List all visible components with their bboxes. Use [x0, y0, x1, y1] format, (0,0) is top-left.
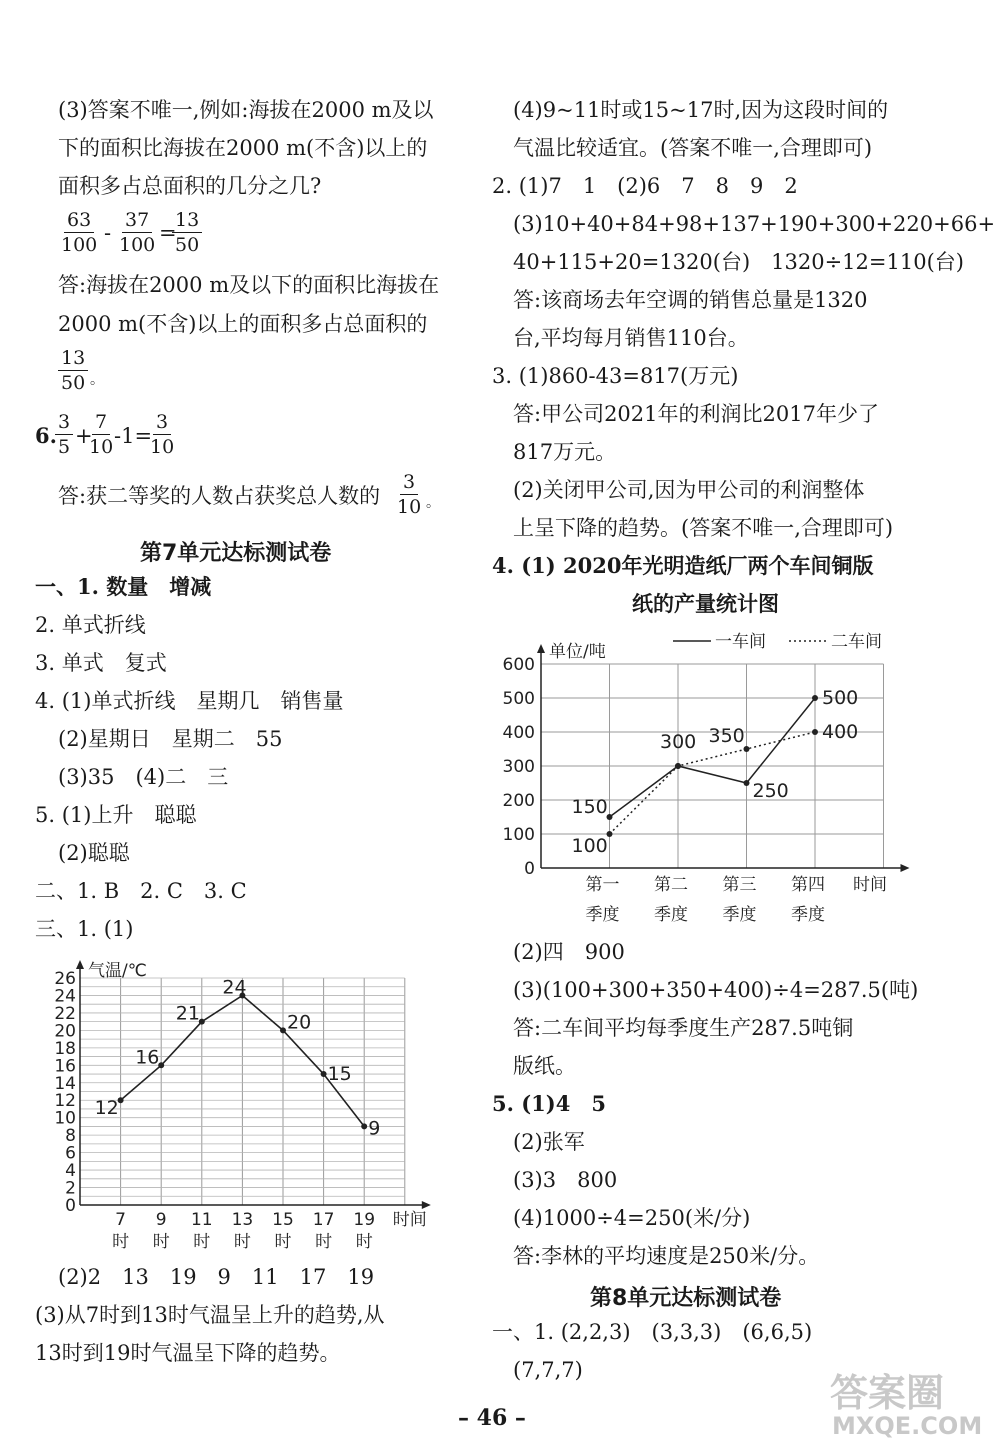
text-line: 4. (1)单式折线 星期几 销售量: [35, 689, 344, 713]
x-tick-unit: 时: [274, 1232, 292, 1252]
x-tick-label: 第二: [654, 875, 688, 895]
y-tick-label: 4: [65, 1161, 76, 1182]
data-label: 9: [368, 1117, 381, 1140]
x-tick-label: 11: [190, 1210, 213, 1230]
text-line: 5. (1)上升 聪聪: [35, 803, 197, 827]
text-line: (7,7,7): [513, 1358, 583, 1382]
y-tick-label: 500: [502, 689, 535, 709]
watermark-url: MXQE.COM: [832, 1412, 983, 1440]
y-tick-label: 0: [524, 859, 535, 879]
x-tick-unit: 时: [193, 1232, 211, 1252]
y-tick-label: 22: [54, 1003, 76, 1024]
text-line: (2)张军: [513, 1130, 585, 1154]
x-tick-label: 15: [272, 1210, 294, 1230]
x-tick-label: 13: [231, 1210, 254, 1230]
y-axis-label: 单位/吨: [549, 642, 606, 662]
x-tick-unit: 季度: [585, 905, 620, 925]
data-label: 20: [287, 1011, 312, 1034]
text-line: 2. (1)7 1 (2)6 7 8 9 2: [492, 174, 798, 198]
data-label: 100: [571, 835, 608, 857]
text-line: 答:二车间平均每季度生产287.5吨铜: [513, 1016, 854, 1040]
data-label: 24: [222, 976, 247, 999]
text-line: (3)从7时到13时气温呈上升的趋势,从: [35, 1303, 385, 1327]
text-line: (2)星期日 星期二 55: [58, 727, 283, 751]
text-line: (3)答案不唯一,例如:海拔在2000 m及以: [58, 98, 434, 122]
x-tick-label: 17: [312, 1210, 335, 1230]
y-tick-label: 0: [65, 1196, 76, 1216]
data-label: 150: [571, 796, 608, 818]
fraction: $\frac{3}{10}$: [150, 411, 175, 458]
y-tick-label: 16: [54, 1056, 76, 1077]
text-line: (3)35 (4)二 三: [58, 765, 229, 789]
text-line: 一、1. 数量 增减: [35, 574, 212, 599]
text-line: 答:获二等奖的人数占获奖总人数的: [58, 484, 381, 508]
text-line: 2000 m(不含)以上的面积多占总面积的: [58, 312, 428, 336]
text-line: (2)关闭甲公司,因为甲公司的利润整体: [513, 478, 865, 502]
x-tick-unit: 时: [152, 1232, 170, 1252]
paper-output-line-chart: [497, 625, 927, 930]
text-line: 答:该商场去年空调的销售总量是1320: [513, 288, 868, 312]
x-tick-label: 9: [155, 1210, 167, 1230]
x-tick-unit: 时: [315, 1232, 333, 1252]
y-tick-label: 12: [54, 1091, 76, 1112]
y-tick-label: 2: [65, 1178, 76, 1199]
y-tick-label: 400: [502, 723, 535, 743]
data-point: [321, 1071, 327, 1077]
text-line: 气温比较适宜。(答案不唯一,合理即可): [513, 136, 873, 160]
fraction: $\frac{7}{10}$: [89, 411, 114, 458]
data-label: 350: [708, 725, 745, 747]
fraction: $\frac{3}{5}$: [55, 410, 73, 459]
data-point: [280, 1027, 286, 1033]
text-line: 答:甲公司2021年的利润比2017年少了: [513, 402, 879, 426]
text-line: 台,平均每月销售110台。: [513, 326, 749, 350]
data-label: 300: [660, 731, 697, 753]
text-line: 13时到19时气温呈下降的趋势。: [35, 1341, 341, 1365]
y-tick-label: 20: [54, 1021, 76, 1042]
text-line: 3. 单式 复式: [35, 651, 167, 675]
section-title: 第8单元达标测试卷: [590, 1286, 782, 1311]
y-tick-label: 200: [502, 791, 535, 811]
x-tick-unit: 季度: [722, 905, 757, 925]
page-number: – 46 –: [458, 1405, 526, 1431]
y-axis-label: 气温/℃: [88, 961, 147, 981]
data-label: 15: [327, 1063, 352, 1086]
y-tick-label: 300: [502, 757, 535, 777]
data-label: 500: [822, 687, 859, 709]
x-tick-unit: 季度: [654, 905, 688, 925]
y-tick-label: 26: [54, 969, 76, 989]
data-point: [361, 1123, 367, 1129]
x-tick-unit: 季度: [791, 905, 825, 925]
y-tick-label: 8: [65, 1126, 76, 1147]
fraction: $\frac{13}{50}$: [172, 208, 202, 257]
text-line: (3)(100+300+350+400)÷4=287.5(吨): [513, 978, 919, 1002]
y-tick-label: 100: [502, 825, 535, 845]
y-axis-arrow: [537, 644, 545, 653]
text-line: 版纸。: [513, 1054, 576, 1078]
fraction: $\frac{13}{50}$: [58, 346, 88, 395]
text-line: 面积多占总面积的几分之几?: [58, 174, 322, 198]
text-line: (2)聪聪: [58, 841, 130, 865]
y-tick-label: 24: [54, 986, 76, 1007]
data-point: [812, 695, 818, 701]
x-tick-label: 第一: [585, 875, 620, 895]
x-tick-unit: 时: [355, 1232, 373, 1252]
x-tick-label: 第三: [722, 875, 757, 895]
y-tick-label: 18: [54, 1038, 76, 1059]
text-line: (3)10+40+84+98+137+190+300+220+66+: [513, 212, 996, 236]
text-line: 下的面积比海拔在2000 m(不含)以上的: [58, 136, 428, 160]
x-tick-unit: 时: [233, 1232, 251, 1252]
data-label: 16: [135, 1046, 160, 1069]
text-line: (2)四 900: [513, 940, 625, 964]
text-line: 4. (1) 2020年光明造纸厂两个车间铜版: [492, 553, 874, 578]
text-line: (4)1000÷4=250(米/分): [513, 1206, 751, 1230]
text-line: 答:李林的平均速度是250米/分。: [513, 1244, 820, 1268]
y-tick-label: 600: [502, 655, 535, 675]
text-line: 5. (1)4 5: [492, 1091, 606, 1116]
y-tick-label: 6: [65, 1143, 76, 1164]
x-tick-label: 19: [353, 1210, 376, 1230]
y-axis-arrow: [76, 960, 84, 969]
x-tick-label: 7: [115, 1210, 127, 1230]
text-line: (2)2 13 19 9 11 17 19: [58, 1265, 375, 1289]
x-axis-label: 时间: [392, 1210, 427, 1230]
x-axis-label: 时间: [853, 875, 887, 895]
legend-label: 二车间: [831, 632, 882, 652]
fraction: $\frac{37}{100}$: [119, 209, 156, 256]
y-tick-label: 10: [54, 1108, 76, 1129]
x-axis-arrow: [901, 864, 910, 872]
text-line: 40+115+20=1320(台) 1320÷12=110(台): [513, 250, 964, 274]
x-axis-arrow: [422, 1201, 431, 1209]
text-line: 答:海拔在2000 m及以下的面积比海拔在: [58, 273, 440, 297]
data-label: 21: [175, 1002, 200, 1025]
text-line: 2. 单式折线: [35, 613, 146, 637]
section-title: 第7单元达标测试卷: [140, 541, 332, 566]
text-line: 二、1. B 2. C 3. C: [35, 879, 247, 903]
data-point: [812, 729, 818, 735]
x-tick-unit: 时: [112, 1232, 130, 1252]
data-label: 400: [822, 721, 859, 743]
fraction: $\frac{3}{10}$: [397, 471, 422, 518]
data-label: 12: [94, 1097, 119, 1120]
data-point: [744, 780, 750, 786]
temperature-line-chart: [40, 955, 440, 1255]
legend-label: 一车间: [715, 632, 766, 652]
data-point: [675, 763, 681, 769]
watermark-logo: 答案圈: [830, 1371, 945, 1415]
text-line: (4)9~11时或15~17时,因为这段时间的: [513, 98, 889, 122]
text-line: 817万元。: [513, 440, 617, 464]
text-line: 3. (1)860-43=817(万元): [492, 364, 739, 388]
text-line: 一、1. (2,2,3) (3,3,3) (6,6,5): [492, 1320, 813, 1344]
text-line: 三、1. (1): [35, 917, 134, 941]
x-tick-label: 第四: [791, 875, 825, 895]
text-line: (3)3 800: [513, 1168, 618, 1192]
text-line: 上呈下降的趋势。(答案不唯一,合理即可): [513, 516, 894, 540]
text-line: 纸的产量统计图: [632, 591, 779, 616]
data-label: 250: [752, 780, 789, 802]
fraction: $\frac{63}{100}$: [61, 209, 98, 256]
y-tick-label: 14: [54, 1073, 76, 1094]
